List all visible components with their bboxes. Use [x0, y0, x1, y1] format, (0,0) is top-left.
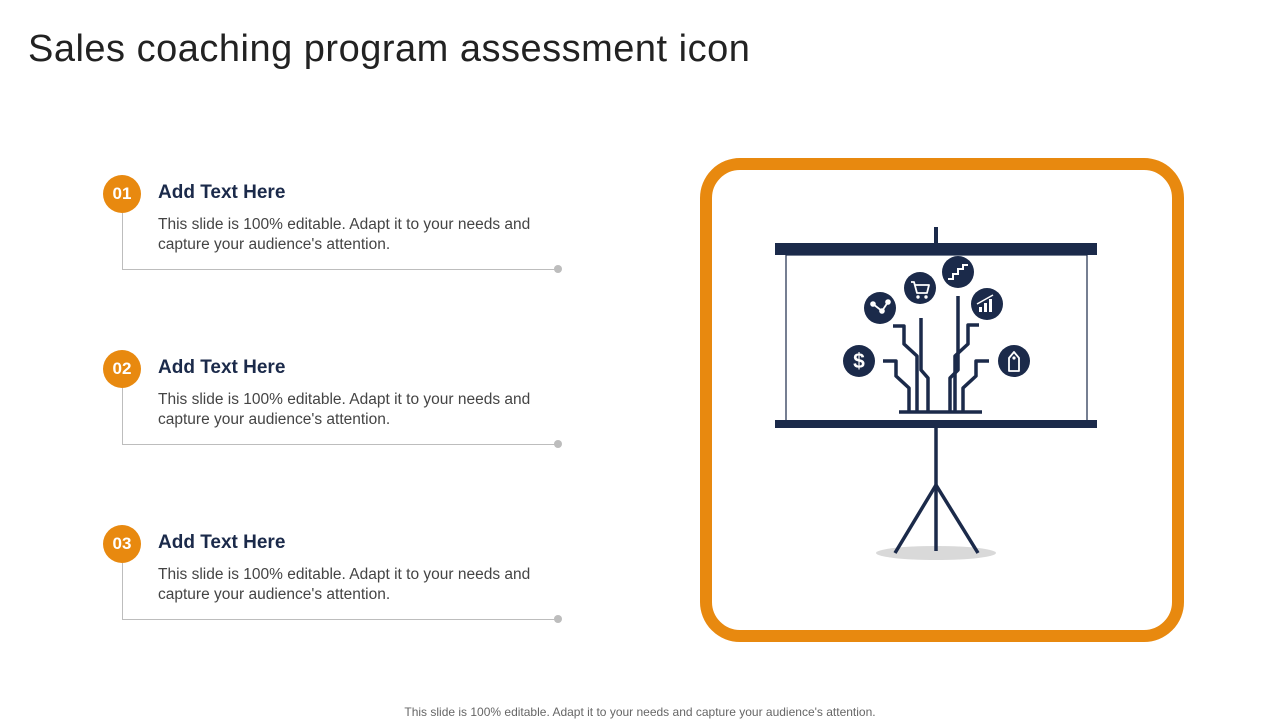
price-tag-icon [998, 345, 1030, 377]
stairs-icon [942, 256, 974, 288]
step-heading: Add Text Here [158, 357, 286, 378]
step-number-badge: 03 [103, 525, 141, 563]
growth-chart-icon [971, 288, 1003, 320]
step-heading: Add Text Here [158, 532, 286, 553]
step-heading: Add Text Here [158, 182, 286, 203]
svg-text:$: $ [853, 350, 865, 373]
tripod-stand [895, 428, 978, 553]
page-title: Sales coaching program assessment icon [28, 28, 751, 70]
step-number-badge: 01 [103, 175, 141, 213]
step-description: This slide is 100% editable. Adapt it to your needs and capture your audience's attention. [158, 566, 531, 603]
footer-note: This slide is 100% editable. Adapt it to your needs and capture your audience's attention. [404, 705, 876, 719]
network-icon [864, 292, 896, 324]
screen-top-bar [775, 243, 1097, 255]
projection-screen [786, 255, 1087, 421]
step-number-badge: 02 [103, 350, 141, 388]
dollar-icon [843, 345, 875, 377]
step-description: This slide is 100% editable. Adapt it to your needs and capture your audience's attention. [158, 216, 531, 253]
step-description: This slide is 100% editable. Adapt it to your needs and capture your audience's attention. [158, 391, 531, 428]
cart-icon [904, 272, 936, 304]
screen-bottom-bar [775, 420, 1097, 428]
